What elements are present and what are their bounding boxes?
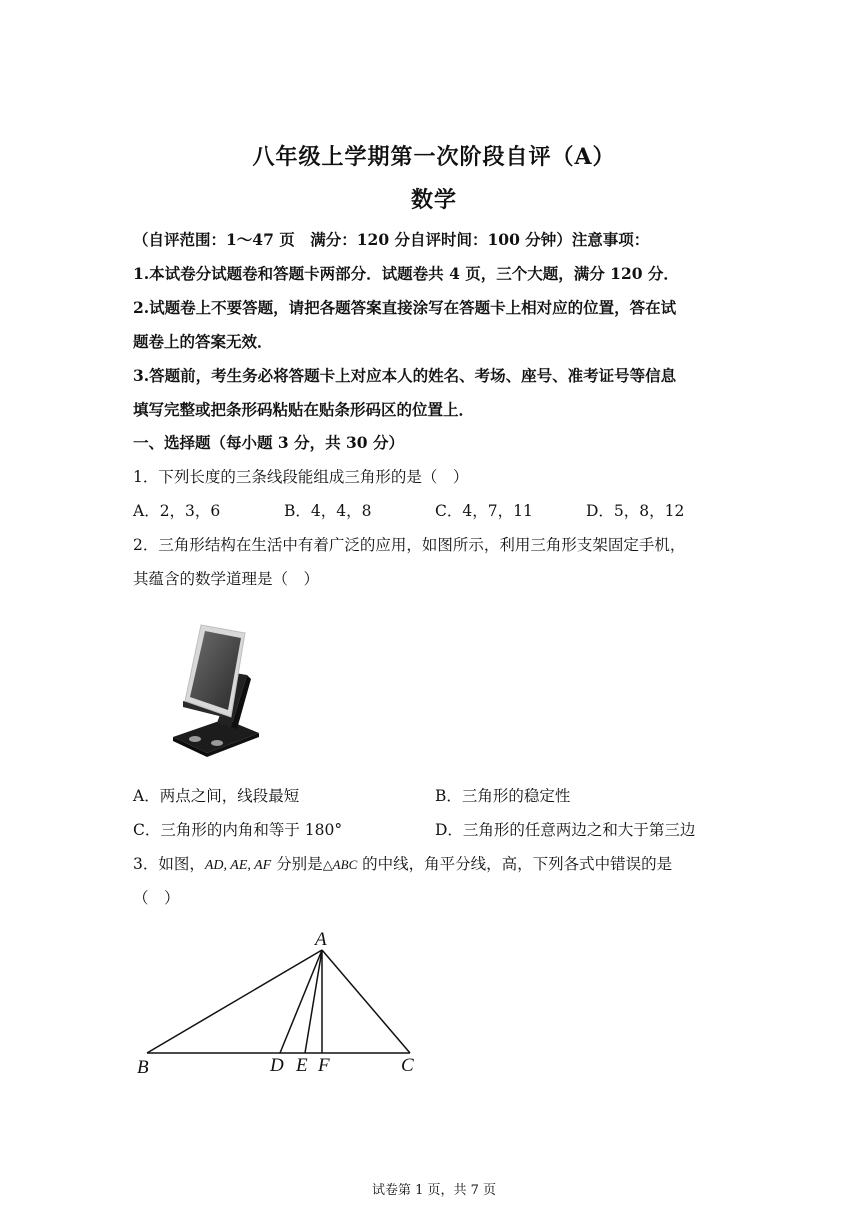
note-3-line-2: 填写完整或把条形码粘贴在贴条形码区的位置上． [133,400,475,419]
segment-ac [322,950,410,1053]
q1-option-a: A．2，3，6 [133,502,221,520]
note-1: 1.本试卷分试题卷和答题卡两部分．试题卷共 4 页，三个大题，满分 120 分． [133,264,679,283]
note-2-line-1: 2.试题卷上不要答题，请把各题答案直接涂写在答题卡上相对应的位置，答在试 [133,298,677,317]
q3-stem-line-2: （ ） [133,889,180,907]
q2-option-a: A．两点之间，线段最短 [133,787,300,805]
q2-option-b: B．三角形的稳定性 [435,787,571,805]
segment-ae [305,950,322,1053]
note-2-line-2: 题卷上的答案无效． [133,332,273,351]
q3-stem-triangle: △ABC [322,857,358,872]
segment-ad [280,950,322,1053]
label-a: A [315,929,327,950]
page-title: 八年级上学期第一次阶段自评（A） [252,144,616,170]
q2-stem-line-1: 2．三角形结构在生活中有着广泛的应用，如图所示，利用三角形支架固定手机， [133,536,686,554]
q3-stem-mid: 分别是 [271,855,323,873]
page-footer: 试卷第 1 页，共 7 页 [371,1183,497,1198]
q3-stem-math: AD, AE, AF [204,858,272,873]
q1-option-d: D．5，8，12 [586,502,685,520]
q3-stem-prefix: 3．如图， [133,855,205,873]
q2-stem-line-2: 其蕴含的数学道理是（ ） [133,570,320,588]
label-f: F [318,1055,330,1076]
note-3-line-1: 3.答题前，考生务必将答题卡上对应本人的姓名、考场、座号、准考证号等信息 [133,366,677,385]
phone-stand-image [165,615,275,765]
label-d: D [270,1055,284,1076]
label-e: E [296,1055,308,1076]
label-c: C [401,1055,414,1076]
subject-title: 数学 [410,187,457,213]
q1-stem: 1．下列长度的三条线段能组成三角形的是（ ） [133,468,469,486]
triangle-figure [125,925,435,1085]
label-b: B [137,1057,149,1078]
segment-ab [147,950,322,1053]
q2-option-d: D．三角形的任意两边之和大于第三边 [435,821,696,839]
q2-option-c: C．三角形的内角和等于 180° [133,821,343,839]
q1-option-b: B．4，4，8 [284,502,372,520]
q3-stem-line-1 [133,852,672,874]
q1-option-c: C．4，7，11 [435,502,533,520]
q3-stem-suffix: 的中线，角平分线，高，下列各式中错误的是 [357,855,673,873]
section-heading: 一、选择题（每小题 3 分，共 30 分） [133,433,404,452]
scope-line: （自评范围：1～47 页 满分：120 分自评时间：100 分钟）注意事项： [133,230,650,249]
